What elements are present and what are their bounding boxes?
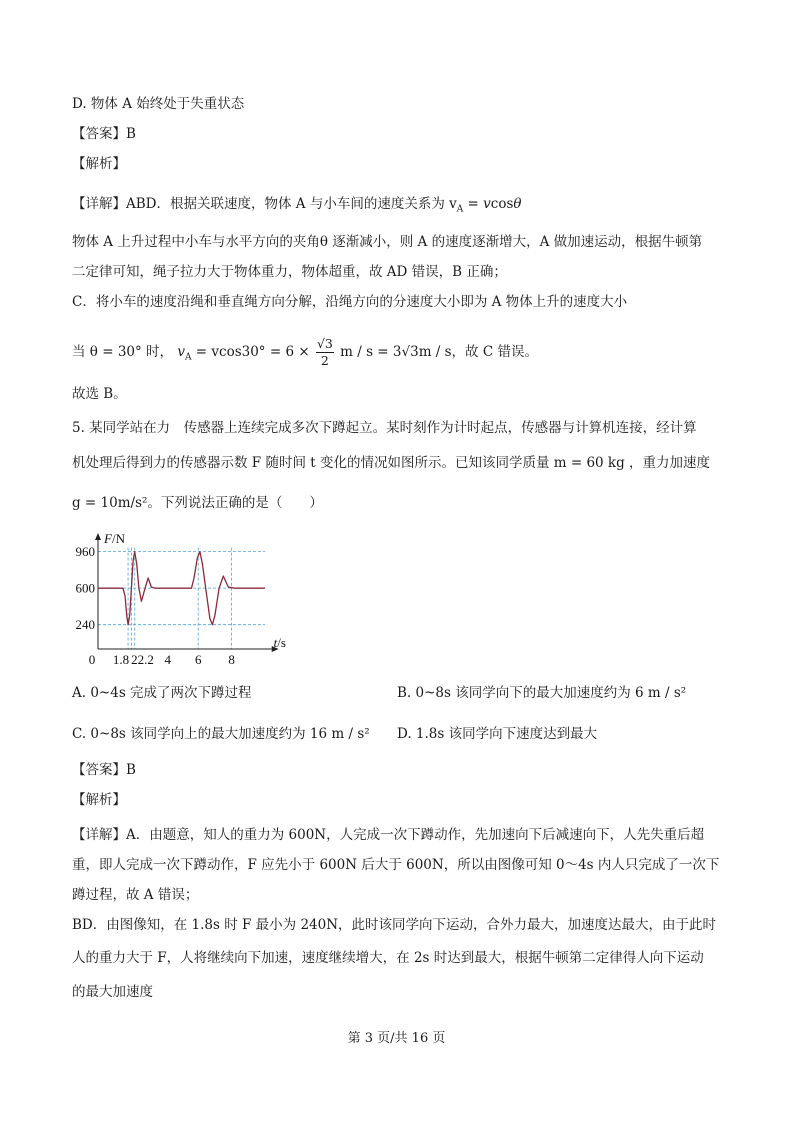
y-axis-arrow	[95, 533, 101, 540]
y-axis-label: F/N	[104, 531, 125, 546]
fraction-numerator: √3	[316, 336, 333, 351]
x-tick-label-4: 4	[164, 652, 172, 666]
chart-labels	[76, 531, 286, 666]
fraction-denominator: 2	[320, 353, 329, 368]
q5-detail-line-5: 人的重力大于 F，人将继续向下加速，速度继续增大，在 2s 时达到最大，根据牛顿第二定律得人向下运动	[72, 950, 704, 966]
formula-line: 当 θ = 30° 时， $v_A = vcos30^\circ = 6$ × $\frac{√3}{2}$ m / s = 3√3m / s，故 C 错误。	[72, 336, 538, 368]
formula-rest: = vcos30° = 6 ×	[191, 344, 310, 360]
force-time-chart	[70, 530, 300, 666]
q5-analysis-label: 【解析】	[72, 792, 126, 808]
x-tick-label-8: 8	[228, 652, 235, 666]
detail-line-3: 二定律可知，绳子拉力大于物体重力，物体超重，故 AD 错误，B 正确；	[72, 264, 507, 280]
option-c: C. 0~8s 该同学向上的最大加速度约为 16 m / s²	[72, 726, 370, 742]
q5-answer-label: 【答案】B	[72, 762, 136, 778]
q5-detail-line-4: BD．由图像知，在 1.8s 时 F 最小为 240N，此时该同学向下运动，合外力最大，加速度达最大，由于此时	[72, 917, 717, 933]
force-curve	[98, 552, 265, 625]
y-tick-label-960: 960	[75, 544, 95, 560]
x-tick-label-0: 0	[88, 652, 96, 666]
answer-label: 【答案】B	[72, 126, 136, 142]
option-d-text: D. 物体 A 始终处于失重状态	[72, 96, 245, 112]
q5-detail-line-1: 【详解】A．由题意，知人的重力为 600N，人完成一次下蹲动作，先加速向下后减速向下，人先失重后超	[72, 827, 705, 843]
y-tick-label-240: 240	[75, 617, 95, 633]
q5-detail-line-6: 的最大加速度	[72, 984, 153, 1000]
option-a: A. 0~4s 完成了两次下蹲过程	[72, 685, 252, 701]
x-tick-label-6: 6	[194, 652, 202, 666]
formula-prefix: 当 θ = 30° 时，	[72, 344, 174, 360]
q5-detail-line-2: 重，即人完成一次下蹲动作，F 应先小于 600N 后大于 600N，所以由图像可知 0～4s 内人只完成了一次下	[72, 857, 720, 873]
q5-stem-line-2: 机处理后得到力的传感器示数 F 随时间 t 变化的情况如图所示。已知该同学质量 m = 60 kg ，重力加速度	[72, 455, 711, 471]
x-tick-label-2-2: 2.2	[137, 652, 154, 666]
x-tick-label-2: 2	[131, 652, 138, 666]
conclusion-text: 故选 B。	[72, 386, 127, 402]
formula-fraction	[316, 336, 334, 369]
detail-line-1-text: 【详解】ABD．根据关联速度，物体 A 与小车间的速度关系为 v	[72, 196, 457, 212]
detail-line-2: 物体 A 上升过程中小车与水平方向的夹角θ 逐渐减小，则 A 的速度逐渐增大，A 做加速运动，根据牛顿第	[72, 234, 703, 250]
option-b: B. 0~8s 该同学向下的最大加速度约为 6 m / s²	[397, 685, 687, 701]
page-footer: 第 3 页/共 16 页	[347, 1031, 446, 1046]
x-tick-label-1-8: 1.8	[112, 652, 130, 666]
y-tick-label-600: 600	[75, 580, 95, 596]
chart-axes	[95, 533, 279, 652]
detail-line-1: 【详解】ABD．根据关联速度，物体 A 与小车间的速度关系为 $v_A = vcos\theta$	[72, 196, 522, 215]
q5-stem-line-3: g = 10m/s²。下列说法正确的是（ ）	[72, 495, 323, 511]
chart-series	[98, 552, 265, 625]
chart-grid	[98, 548, 265, 649]
q5-detail-line-3: 蹲过程，故 A 错误；	[72, 887, 199, 903]
analysis-label: 【解析】	[72, 156, 126, 172]
x-axis-label: t/s	[273, 635, 286, 650]
q5-stem-line-1: 5. 某同学站在力 传感器上连续完成多次下蹲起立。某时刻作为计时起点，传感器与计算机连接，经计算	[72, 420, 697, 436]
option-d: D. 1.8s 该同学向下速度达到最大	[397, 726, 598, 742]
formula-tail: m / s = 3√3m / s，故 C 错误。	[340, 344, 538, 360]
detail-line-4: C．将小车的速度沿绳和垂直绳方向分解，沿绳方向的分速度大小即为 A 物体上升的速度大小	[72, 294, 628, 310]
formula-velocity: v	[177, 344, 185, 360]
